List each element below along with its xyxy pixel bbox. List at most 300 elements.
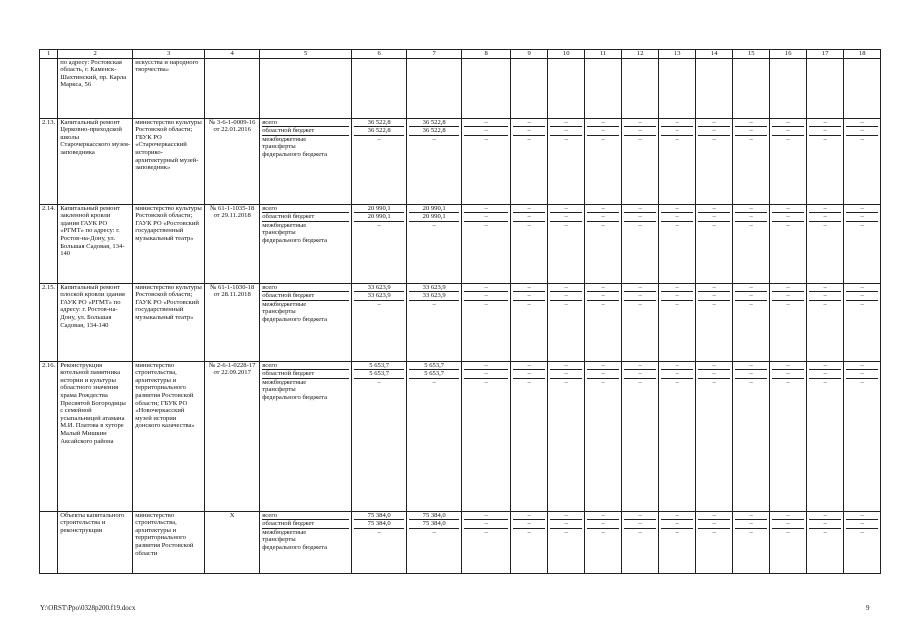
table-row <box>40 118 881 204</box>
cell-amount-v7 <box>407 283 462 361</box>
cell-empty <box>733 58 770 118</box>
amount-value: 20 990,1 <box>409 205 459 214</box>
dash-value: – <box>860 528 864 536</box>
dash-value: – <box>601 378 605 386</box>
cell-year-15 <box>733 511 770 573</box>
amount-value: – <box>432 378 436 386</box>
dash-value: – <box>587 213 619 222</box>
dash-value: – <box>735 362 767 371</box>
dash-value: – <box>735 127 767 136</box>
column-number-12: 12 <box>622 50 659 59</box>
cell-executor: министерство строительства, архитектуры и территориального развития Ростовской области; ГБУК РО «Новочеркасский музей истории донского казачества» <box>133 361 205 511</box>
source-label: межбюджетные трансферты федерального бюджета <box>262 378 328 401</box>
dash-value: – <box>550 213 582 222</box>
amount-value: 20 990,1 <box>409 213 459 222</box>
dash-value: – <box>484 300 488 308</box>
dash-value: – <box>809 284 841 293</box>
cell-executor: министерство культуры Ростовской области; ГБУК РО «Старочеркасский историко-архитектурный музей-заповедник» <box>133 118 205 204</box>
cell-empty <box>585 58 622 118</box>
cell-year-13 <box>659 361 696 511</box>
cell-year-15 <box>733 361 770 511</box>
amount-value: 5 653,7 <box>354 370 404 379</box>
dash-value: – <box>564 135 568 143</box>
dash-value: – <box>809 213 841 222</box>
dash-value: – <box>698 370 730 379</box>
column-number-17: 17 <box>807 50 844 59</box>
source-label: межбюджетные трансферты федерального бюджета <box>262 221 328 244</box>
cell-year-16 <box>770 283 807 361</box>
cell-object-name: Реконструкция котельной памятника истории и культуры областного значения храма Рождества Пресвятой Богородицы с семейной усыпальницей атамана М.И. Платова в хуторе Малый Мишкин Аксайского района <box>58 361 133 511</box>
dash-value: – <box>772 284 804 293</box>
amount-value: – <box>377 221 381 229</box>
dash-value: – <box>823 221 827 229</box>
column-number-7: 7 <box>407 50 462 59</box>
cell-year-14 <box>696 283 733 361</box>
dash-value: – <box>638 378 642 386</box>
cell-year-14 <box>696 511 733 573</box>
cell-year-8 <box>462 283 511 361</box>
dash-value: – <box>735 512 767 521</box>
dash-value: – <box>661 119 693 128</box>
cell-empty <box>352 58 407 118</box>
dash-value: – <box>638 528 642 536</box>
dash-value: – <box>661 520 693 529</box>
cell-year-11 <box>585 361 622 511</box>
cell-document: № 3-6-1-0009-16 от 22.01.2016 <box>205 118 260 204</box>
source-label: межбюджетные трансферты федерального бюджета <box>262 300 328 323</box>
dash-value: – <box>564 378 568 386</box>
cell-year-13 <box>659 283 696 361</box>
dash-value: – <box>464 512 508 521</box>
dash-value: – <box>624 370 656 379</box>
cell-executor: министерство строительства, архитектуры и территориального развития Ростовской области <box>133 511 205 573</box>
dash-value: – <box>698 292 730 301</box>
dash-value: – <box>786 378 790 386</box>
dash-value: – <box>513 284 545 293</box>
dash-value: – <box>698 520 730 529</box>
amount-value: 33 623,9 <box>409 292 459 301</box>
dash-value: – <box>624 284 656 293</box>
dash-value: – <box>550 284 582 293</box>
dash-value: – <box>846 127 878 136</box>
dash-value: – <box>735 370 767 379</box>
amount-value: 75 384,0 <box>409 512 459 521</box>
cell-year-10 <box>548 118 585 204</box>
cell-num: 2.13. <box>40 118 58 204</box>
cell-year-13 <box>659 511 696 573</box>
column-number-3: 3 <box>133 50 205 59</box>
dash-value: – <box>464 292 508 301</box>
dash-value: – <box>513 213 545 222</box>
dash-value: – <box>587 284 619 293</box>
cell-object-name: по адресу: Ростовская область, г. Каменск-Шахтинский, пр. Карла Маркса, 56 <box>58 58 133 118</box>
dash-value: – <box>527 221 531 229</box>
cell-empty <box>462 58 511 118</box>
cell-year-12 <box>622 204 659 283</box>
dash-value: – <box>735 284 767 293</box>
dash-value: – <box>601 135 605 143</box>
amount-value: – <box>377 300 381 308</box>
dash-value: – <box>712 378 716 386</box>
dash-value: – <box>587 205 619 214</box>
dash-value: – <box>846 292 878 301</box>
dash-value: – <box>735 292 767 301</box>
dash-value: – <box>772 520 804 529</box>
cell-year-11 <box>585 511 622 573</box>
cell-year-15 <box>733 118 770 204</box>
cell-amount-v7 <box>407 361 462 511</box>
cell-year-10 <box>548 511 585 573</box>
cell-amount-v6 <box>352 283 407 361</box>
dash-value: – <box>846 284 878 293</box>
column-number-9: 9 <box>511 50 548 59</box>
source-label: областной бюджет <box>262 127 349 136</box>
dash-value: – <box>809 292 841 301</box>
column-number-14: 14 <box>696 50 733 59</box>
dash-value: – <box>513 520 545 529</box>
column-number-11: 11 <box>585 50 622 59</box>
cell-amount-v6 <box>352 511 407 573</box>
amount-value: 75 384,0 <box>354 512 404 521</box>
dash-value: – <box>675 378 679 386</box>
column-number-16: 16 <box>770 50 807 59</box>
table-row <box>40 204 881 283</box>
footer-file-path: Y:\ORST\Ppo\0328p200.f19.docx <box>40 604 136 612</box>
cell-object-name: Капитальный ремонт Церковно-приходской школы Старочеркасского музея-заповедника <box>58 118 133 204</box>
cell-year-14 <box>696 204 733 283</box>
cell-year-18 <box>844 283 881 361</box>
dash-value: – <box>587 520 619 529</box>
source-label: областной бюджет <box>262 520 349 529</box>
amount-value: – <box>432 528 436 536</box>
cell-year-8 <box>462 204 511 283</box>
dash-value: – <box>823 528 827 536</box>
dash-value: – <box>809 512 841 521</box>
table-row <box>40 511 881 573</box>
dash-value: – <box>846 512 878 521</box>
cell-year-10 <box>548 361 585 511</box>
dash-value: – <box>846 362 878 371</box>
amount-value: 75 384,0 <box>354 520 404 529</box>
dash-value: – <box>601 528 605 536</box>
dash-value: – <box>846 213 878 222</box>
dash-value: – <box>675 221 679 229</box>
cell-amount-v6 <box>352 118 407 204</box>
source-label: межбюджетные трансферты федерального бюджета <box>262 528 328 551</box>
dash-value: – <box>564 300 568 308</box>
dash-value: – <box>601 221 605 229</box>
cell-empty <box>807 58 844 118</box>
source-label: всего <box>262 284 349 293</box>
dash-value: – <box>550 370 582 379</box>
column-number-1: 1 <box>40 50 58 59</box>
dash-value: – <box>624 213 656 222</box>
footer-page-number: 9 <box>866 604 870 612</box>
dash-value: – <box>550 520 582 529</box>
amount-value: 36 522,8 <box>409 119 459 128</box>
dash-value: – <box>513 362 545 371</box>
dash-value: – <box>809 127 841 136</box>
cell-year-17 <box>807 511 844 573</box>
table-body <box>40 50 881 574</box>
amount-value: 20 990,1 <box>354 205 404 214</box>
dash-value: – <box>587 362 619 371</box>
cell-year-15 <box>733 283 770 361</box>
cell-empty <box>205 58 260 118</box>
dash-value: – <box>587 370 619 379</box>
dash-value: – <box>772 362 804 371</box>
dash-value: – <box>527 300 531 308</box>
cell-year-11 <box>585 283 622 361</box>
dash-value: – <box>513 127 545 136</box>
cell-year-13 <box>659 204 696 283</box>
cell-object-name: Капитальный ремонт закленной кровли здания ГАУК РО «РГМТ» по адресу: г. Ростов-на-Дону, ул. Большая Садовая, 134-140 <box>58 204 133 283</box>
dash-value: – <box>786 528 790 536</box>
amount-value: 20 990,1 <box>354 213 404 222</box>
cell-amount-v6 <box>352 361 407 511</box>
dash-value: – <box>550 362 582 371</box>
dash-value: – <box>749 135 753 143</box>
source-label: областной бюджет <box>262 370 349 379</box>
dash-value: – <box>772 127 804 136</box>
cell-year-14 <box>696 361 733 511</box>
dash-value: – <box>564 528 568 536</box>
dash-value: – <box>809 119 841 128</box>
dash-value: – <box>464 205 508 214</box>
amount-value: – <box>432 300 436 308</box>
cell-object-name: Капитальный ремонт плоской кровли здания ГАУК РО «РГМТ» по адресу: г. Ростов-на-Дону, ул. Большая Садовая, 134-140 <box>58 283 133 361</box>
cell-year-9 <box>511 118 548 204</box>
dash-value: – <box>550 292 582 301</box>
cell-document: X <box>205 511 260 573</box>
cell-empty <box>659 58 696 118</box>
dash-value: – <box>675 528 679 536</box>
dash-value: – <box>624 127 656 136</box>
cell-year-13 <box>659 118 696 204</box>
dash-value: – <box>484 135 488 143</box>
dash-value: – <box>846 520 878 529</box>
dash-value: – <box>735 520 767 529</box>
source-label: всего <box>262 362 349 371</box>
amount-value: – <box>377 528 381 536</box>
dash-value: – <box>772 292 804 301</box>
dash-value: – <box>624 205 656 214</box>
cell-year-15 <box>733 204 770 283</box>
amount-value: 36 522,8 <box>409 127 459 136</box>
dash-value: – <box>638 135 642 143</box>
dash-value: – <box>464 520 508 529</box>
dash-value: – <box>772 370 804 379</box>
dash-value: – <box>749 528 753 536</box>
cell-year-18 <box>844 361 881 511</box>
cell-amount-v6 <box>352 204 407 283</box>
dash-value: – <box>550 119 582 128</box>
cell-year-16 <box>770 511 807 573</box>
dash-value: – <box>587 127 619 136</box>
dash-value: – <box>786 221 790 229</box>
dash-value: – <box>587 119 619 128</box>
dash-value: – <box>846 370 878 379</box>
cell-year-10 <box>548 204 585 283</box>
source-label: всего <box>262 119 349 128</box>
dash-value: – <box>661 512 693 521</box>
cell-year-8 <box>462 118 511 204</box>
dash-value: – <box>484 221 488 229</box>
dash-value: – <box>698 512 730 521</box>
dash-value: – <box>772 512 804 521</box>
dash-value: – <box>464 213 508 222</box>
table-row <box>40 283 881 361</box>
column-number-4: 4 <box>205 50 260 59</box>
cell-year-16 <box>770 361 807 511</box>
dash-value: – <box>860 378 864 386</box>
cell-year-14 <box>696 118 733 204</box>
cell-year-12 <box>622 118 659 204</box>
dash-value: – <box>550 205 582 214</box>
amount-value: 75 384,0 <box>409 520 459 529</box>
dash-value: – <box>624 520 656 529</box>
dash-value: – <box>587 512 619 521</box>
dash-value: – <box>809 205 841 214</box>
cell-year-11 <box>585 118 622 204</box>
cell-num: 2.15. <box>40 283 58 361</box>
dash-value: – <box>661 362 693 371</box>
dash-value: – <box>698 284 730 293</box>
cell-sources <box>260 361 352 511</box>
cell-empty <box>696 58 733 118</box>
cell-year-9 <box>511 204 548 283</box>
dash-value: – <box>860 135 864 143</box>
dash-value: – <box>484 528 488 536</box>
dash-value: – <box>464 119 508 128</box>
dash-value: – <box>712 528 716 536</box>
cell-year-11 <box>585 204 622 283</box>
cell-empty <box>844 58 881 118</box>
source-label: межбюджетные трансферты федерального бюджета <box>262 135 328 158</box>
dash-value: – <box>661 213 693 222</box>
dash-value: – <box>638 300 642 308</box>
cell-year-16 <box>770 118 807 204</box>
column-number-6: 6 <box>352 50 407 59</box>
amount-value: – <box>432 221 436 229</box>
dash-value: – <box>624 362 656 371</box>
column-number-row <box>40 50 881 59</box>
cell-executor: искусства и народного творчества» <box>133 58 205 118</box>
cell-empty <box>770 58 807 118</box>
cell-year-9 <box>511 511 548 573</box>
dash-value: – <box>464 284 508 293</box>
cell-num <box>40 58 58 118</box>
financing-table <box>39 49 881 574</box>
amount-value: 36 522,8 <box>354 119 404 128</box>
dash-value: – <box>661 205 693 214</box>
continuation-row <box>40 58 881 118</box>
dash-value: – <box>698 119 730 128</box>
cell-empty <box>548 58 585 118</box>
cell-year-18 <box>844 204 881 283</box>
cell-year-18 <box>844 118 881 204</box>
dash-value: – <box>661 127 693 136</box>
cell-num: 2.16. <box>40 361 58 511</box>
dash-value: – <box>698 213 730 222</box>
cell-empty <box>407 58 462 118</box>
cell-amount-v7 <box>407 511 462 573</box>
dash-value: – <box>772 213 804 222</box>
column-number-2: 2 <box>58 50 133 59</box>
dash-value: – <box>587 292 619 301</box>
dash-value: – <box>698 362 730 371</box>
dash-value: – <box>675 300 679 308</box>
cell-year-12 <box>622 283 659 361</box>
dash-value: – <box>564 221 568 229</box>
column-number-10: 10 <box>548 50 585 59</box>
column-number-15: 15 <box>733 50 770 59</box>
cell-executor: министерство культуры Ростовской области; ГАУК РО «Ростовский государственный музыкальный театр» <box>133 204 205 283</box>
dash-value: – <box>823 135 827 143</box>
dash-value: – <box>550 512 582 521</box>
dash-value: – <box>464 127 508 136</box>
dash-value: – <box>749 378 753 386</box>
dash-value: – <box>513 119 545 128</box>
cell-empty <box>622 58 659 118</box>
cell-year-8 <box>462 511 511 573</box>
cell-amount-v7 <box>407 204 462 283</box>
cell-empty <box>511 58 548 118</box>
amount-value: – <box>377 378 381 386</box>
dash-value: – <box>661 370 693 379</box>
source-label: всего <box>262 512 349 521</box>
amount-value: 5 653,7 <box>409 370 459 379</box>
column-number-8: 8 <box>462 50 511 59</box>
dash-value: – <box>464 362 508 371</box>
dash-value: – <box>809 370 841 379</box>
dash-value: – <box>661 284 693 293</box>
cell-year-16 <box>770 204 807 283</box>
source-label: областной бюджет <box>262 213 349 222</box>
dash-value: – <box>735 205 767 214</box>
dash-value: – <box>527 135 531 143</box>
dash-value: – <box>484 378 488 386</box>
column-number-5: 5 <box>260 50 352 59</box>
cell-num: 2.14. <box>40 204 58 283</box>
cell-year-18 <box>844 511 881 573</box>
dash-value: – <box>624 512 656 521</box>
dash-value: – <box>712 221 716 229</box>
cell-document: № 61-1-1035-18 от 29.11.2018 <box>205 204 260 283</box>
dash-value: – <box>624 119 656 128</box>
cell-sources <box>260 118 352 204</box>
dash-value: – <box>675 135 679 143</box>
dash-value: – <box>786 135 790 143</box>
cell-year-12 <box>622 361 659 511</box>
dash-value: – <box>772 119 804 128</box>
dash-value: – <box>846 205 878 214</box>
cell-year-10 <box>548 283 585 361</box>
dash-value: – <box>513 205 545 214</box>
cell-year-17 <box>807 361 844 511</box>
cell-document: № 2-6-1-0228-17 от 22.09.2017 <box>205 361 260 511</box>
column-number-18: 18 <box>844 50 881 59</box>
amount-value: 5 653,7 <box>354 362 404 371</box>
dash-value: – <box>527 378 531 386</box>
dash-value: – <box>749 300 753 308</box>
dash-value: – <box>712 300 716 308</box>
cell-year-17 <box>807 283 844 361</box>
cell-document: № 61-1-1030-18 от 28.11.2018 <box>205 283 260 361</box>
amount-value: 33 623,9 <box>354 292 404 301</box>
dash-value: – <box>624 292 656 301</box>
cell-executor: министерство культуры Ростовской области; ГАУК РО «Ростовский государственный музыкальный театр» <box>133 283 205 361</box>
